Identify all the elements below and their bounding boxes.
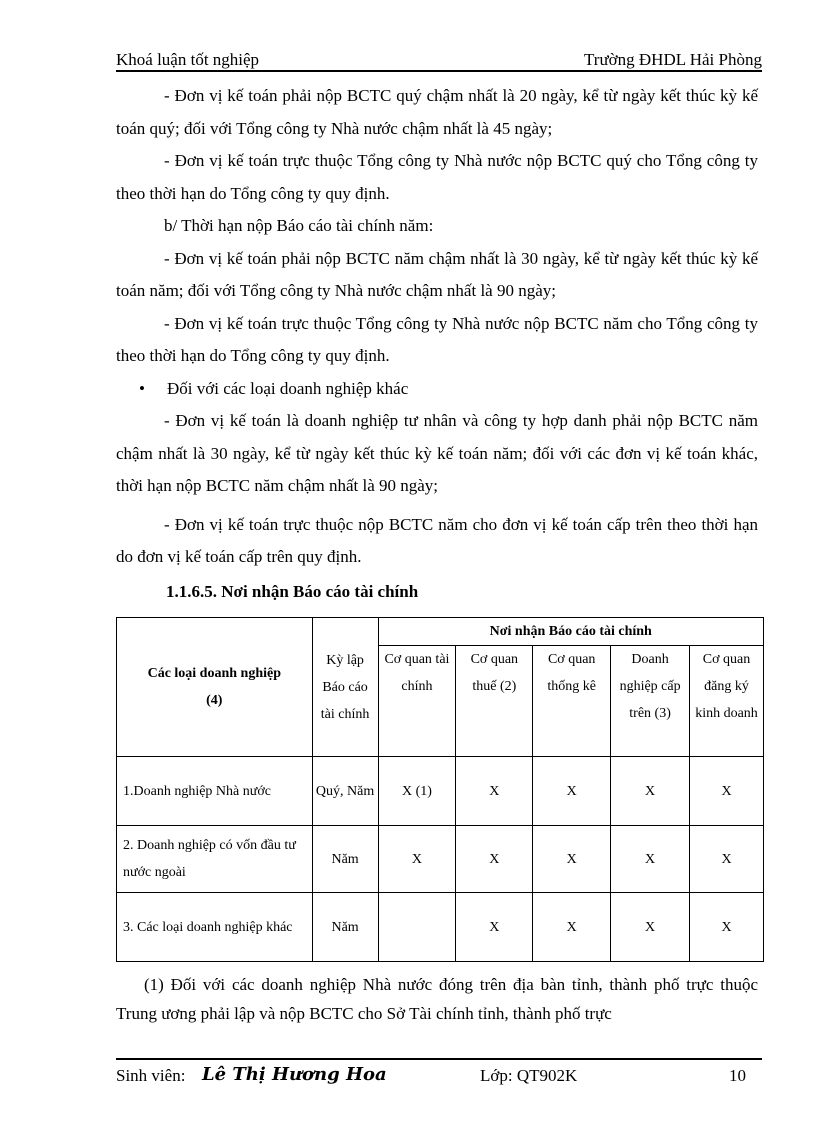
footer-divider	[116, 1058, 762, 1060]
row-mark: X	[533, 893, 611, 962]
row-mark: X	[690, 757, 764, 826]
row-period: Quý, Năm	[312, 757, 378, 826]
header-tax-agency: Cơ quan thuế (2)	[456, 646, 533, 757]
bullet-other-enterprises	[116, 373, 758, 406]
row-mark: X	[690, 826, 764, 893]
body-text	[116, 80, 758, 574]
header-recipients-group: Nơi nhận Báo cáo tài chính	[378, 618, 763, 646]
paragraph-dependent-unit: - Đơn vị kế toán trực thuộc nộp BCTC năm cho đơn vị kế toán cấp trên theo thời hạn do đơn vị kế toán cấp trên quy định.	[116, 514, 758, 566]
table-row	[117, 757, 764, 826]
row-period: Năm	[312, 826, 378, 893]
note-text	[116, 970, 758, 1028]
class-label: Lớp: QT902K	[480, 1066, 578, 1085]
header-finance-agency: Cơ quan tài chính	[378, 646, 456, 757]
paragraph-annual-deadline: - Đơn vị kế toán phải nộp BCTC năm chậm nhất là 30 ngày, kể từ ngày kết thúc kỳ kế toán năm; đối với Tổng công ty Nhà nước chậm nhất là 90 ngày;	[116, 248, 758, 300]
row-enterprise-name: 2. Doanh nghiệp có vốn đầu tư nước ngoài	[117, 826, 313, 893]
row-mark: X	[456, 757, 533, 826]
bullet-text: Đối với các loại doanh nghiệp khác	[167, 378, 409, 398]
header-divider	[116, 70, 762, 72]
recipients-table	[116, 617, 764, 962]
row-mark: X	[611, 893, 690, 962]
bullet-icon: •	[139, 378, 145, 398]
paragraph-private-enterprise: - Đơn vị kế toán là doanh nghiệp tư nhân và công ty hợp danh phải nộp BCTC năm chậm nhất là 30 ngày, kể từ ngày kết thúc kỳ kế toán năm; đối với các đơn vị kế toán khác, thời hạn nộp BCTC năm chậm nhất là 90 ngày;	[116, 411, 758, 495]
paragraph-annual-subsidiary: - Đơn vị kế toán trực thuộc Tổng công ty Nhà nước nộp BCTC năm cho Tổng công ty theo thời hạn do Tổng công ty quy định.	[116, 313, 758, 365]
page-number: 10	[729, 1066, 746, 1085]
row-mark: X	[533, 826, 611, 893]
paragraph-note-1: (1) Đối với các doanh nghiệp Nhà nước đóng trên địa bàn tỉnh, thành phố trực thuộc Trung ương phải lập và nộp BCTC cho Sở Tài chính tỉnh, thành phố trực	[116, 975, 758, 1023]
header-business-registry: Cơ quan đăng ký kinh doanh	[690, 646, 764, 757]
student-label: Sinh viên:	[116, 1066, 186, 1085]
page-header	[116, 48, 762, 72]
header-report-period: Kỳ lập Báo cáo tài chính	[312, 618, 378, 757]
row-mark: X	[456, 826, 533, 893]
paragraph-quarter-deadline: - Đơn vị kế toán phải nộp BCTC quý chậm nhất là 20 ngày, kể từ ngày kết thúc kỳ kế toán quý; đối với Tổng công ty Nhà nước chậm nhất là 45 ngày;	[116, 86, 758, 138]
header-parent-enterprise: Doanh nghiệp cấp trên (3)	[611, 646, 690, 757]
paragraph-quarter-subsidiary: - Đơn vị kế toán trực thuộc Tổng công ty Nhà nước nộp BCTC quý cho Tổng công ty theo thời hạn do Tổng công ty quy định.	[116, 151, 758, 203]
row-mark: X	[611, 826, 690, 893]
row-mark: X	[611, 757, 690, 826]
row-enterprise-name: 3. Các loại doanh nghiệp khác	[117, 893, 313, 962]
row-period: Năm	[312, 893, 378, 962]
header-enterprise-type: Các loại doanh nghiệp (4)	[117, 618, 313, 757]
row-mark: X (1)	[378, 757, 456, 826]
section-title: 1.1.6.5. Nơi nhận Báo cáo tài chính	[166, 582, 419, 601]
table-row	[117, 893, 764, 962]
header-university: Trường ĐHDL Hải Phòng	[584, 50, 762, 69]
row-mark: X	[456, 893, 533, 962]
header-statistics-agency: Cơ quan thống kê	[533, 646, 611, 757]
row-mark: X	[690, 893, 764, 962]
page-footer	[116, 1064, 762, 1090]
row-mark	[378, 893, 456, 962]
table-row	[117, 826, 764, 893]
subheading-annual-deadline: b/ Thời hạn nộp Báo cáo tài chính năm:	[164, 216, 434, 235]
row-mark: X	[378, 826, 456, 893]
row-mark: X	[533, 757, 611, 826]
row-enterprise-name: 1.Doanh nghiệp Nhà nước	[117, 757, 313, 826]
student-name: Lê Thị Hương Hoa	[202, 1064, 387, 1085]
header-thesis-title: Khoá luận tốt nghiệp	[116, 50, 260, 69]
